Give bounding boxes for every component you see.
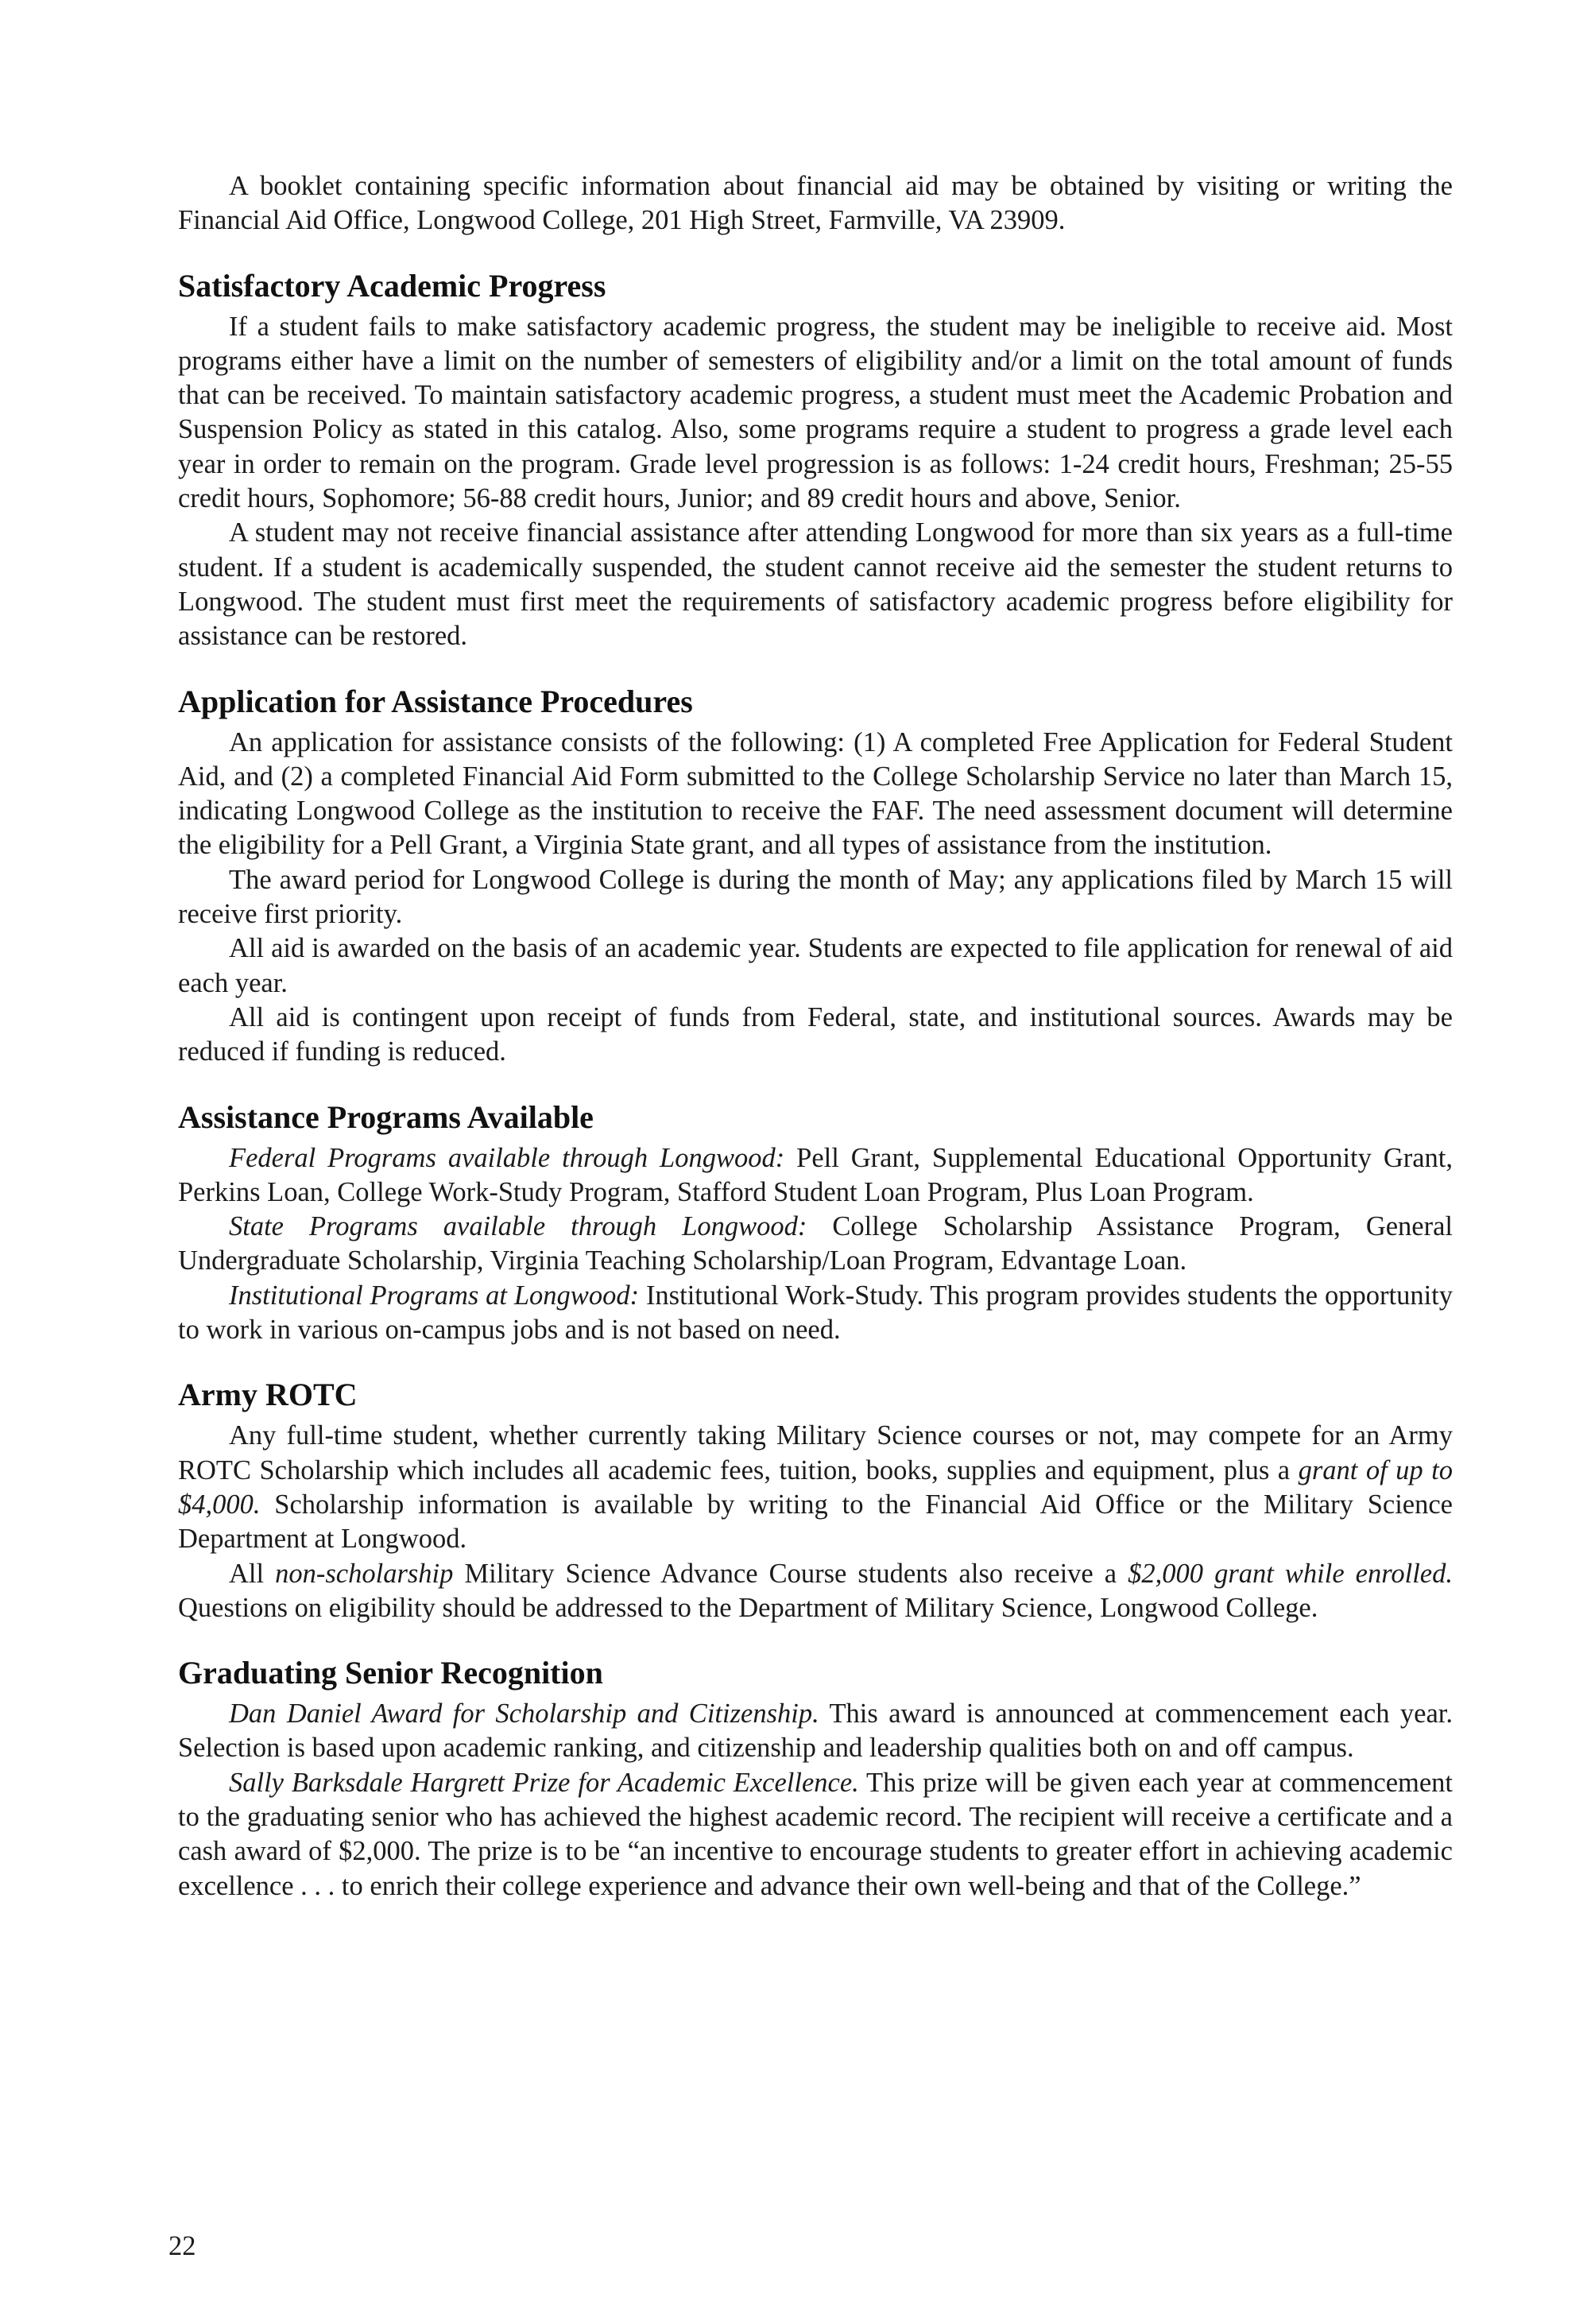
section-assistance-programs	[178, 1098, 1453, 1348]
paragraph: A student may not receive financial assistance after attending Longwood for more than six years as a full-time student. If a student is academically suspended, the student cannot receive aid the semester the student returns to Longwood. The student must first meet the requirements of satisfactory academic progress before eligibility for assistance can be restored.	[178, 517, 1453, 652]
intro-paragraph: A booklet containing specific information about financial aid may be obtained by visiting or writing the Financial Aid Office, Longwood College, 201 High Street, Farmville, VA 23909.	[178, 171, 1453, 236]
state-programs-paragraph	[178, 1210, 1453, 1279]
page-content	[178, 169, 1453, 1904]
federal-programs-paragraph	[178, 1141, 1453, 1210]
state-programs-text: College Scholarship Assistance Program, General Undergraduate Scholarship, Virginia Teaching Scholarship/Loan Program, Edvantage Loan.	[178, 1211, 1453, 1276]
text-run: This award is announced at commencement each year. Selection is based upon academic ranking, and citizenship and leadership qualities both on and off campus.	[178, 1698, 1453, 1764]
section-heading: Army ROTC	[178, 1377, 358, 1413]
section-satisfactory-academic-progress	[178, 267, 1453, 654]
section-heading: Graduating Senior Recognition	[178, 1655, 603, 1691]
section-army-rotc	[178, 1376, 1453, 1625]
institutional-programs-label: Institutional Programs at Longwood:	[229, 1280, 640, 1311]
section-heading: Satisfactory Academic Progress	[178, 267, 606, 304]
paragraph: If a student fails to make satisfactory academic progress, the student may be ineligible to receive aid. Most programs either have a limit on the number of semesters of eligibility and/or a limit on the total amount of funds that can be received. To maintain satisfactory academic progress, a student must meet the Academic Probation and Suspension Policy as stated in this catalog. Also, some programs require a student to progress a grade level each year in order to remain on the program. Grade level progression is as follows: 1-24 credit hours, Freshman; 25-55 credit hours, Sophomore; 56-88 credit hours, Junior; and 89 credit hours and above, Senior.	[178, 311, 1453, 514]
text-run: This prize will be given each year at commencement to the graduating senior who has achieved the highest academic record. The recipient will receive a certificate and a cash award of $2,000. The prize is to be “an incentive to encourage students to greater effort in achieving academic excellence . . . to enrich their college experience and advance their own well-being and that of the College.”	[178, 1767, 1454, 1901]
paragraph	[178, 1419, 1453, 1556]
text-run: Scholarship information is available by writing to the Financial Aid Office or the Military Science Department at Longwood.	[178, 1489, 1453, 1555]
text-run: Military Science Advance Course students also receive a	[453, 1558, 1128, 1589]
paragraph	[178, 1766, 1453, 1904]
award-title: Dan Daniel Award for Scholarship and Citizenship.	[229, 1698, 819, 1729]
institutional-programs-text: Institutional Work-Study. This program provides students the opportunity to work in various on-campus jobs and is not based on need.	[178, 1280, 1453, 1346]
institutional-programs-paragraph	[178, 1279, 1453, 1348]
paragraph: An application for assistance consists of the following: (1) A completed Free Application for Federal Student Aid, and (2) a completed Financial Aid Form submitted to the College Scholarship Service no later than March 15, indicating Longwood College as the institution to receive the FAF. The need assessment document will determine the eligibility for a Pell Grant, a Virginia State grant, and all types of assistance from the institution.	[178, 726, 1453, 861]
section-graduating-senior-recognition	[178, 1654, 1453, 1904]
paragraph: All aid is contingent upon receipt of funds from Federal, state, and institutional sources. Awards may be reduced if funding is reduced.	[178, 1001, 1453, 1067]
section-application-procedures	[178, 683, 1453, 1070]
paragraph	[178, 1697, 1453, 1766]
section-heading: Assistance Programs Available	[178, 1098, 594, 1135]
text-run: All	[229, 1558, 276, 1589]
federal-programs-label: Federal Programs available through Longwood:	[229, 1142, 785, 1173]
section-heading: Application for Assistance Procedures	[178, 683, 693, 719]
page-number: 22	[168, 2231, 196, 2261]
federal-programs-text: Pell Grant, Supplemental Educational Opportunity Grant, Perkins Loan, College Work-Study Program, Stafford Student Loan Program, Plus Loan Program.	[178, 1142, 1453, 1207]
paragraph	[178, 1557, 1453, 1626]
state-programs-label: State Programs available through Longwood:	[229, 1211, 807, 1242]
text-run: Questions on eligibility should be addressed to the Department of Military Science, Longwood College.	[178, 1592, 1318, 1623]
emphasis-grant-enrolled: $2,000 grant while enrolled.	[1128, 1558, 1453, 1589]
paragraph: All aid is awarded on the basis of an academic year. Students are expected to file application for renewal of aid each year.	[178, 933, 1453, 998]
emphasis-grant: grant of up to $4,000.	[178, 1454, 1453, 1520]
emphasis-non-scholarship: non-scholarship	[275, 1558, 454, 1589]
text-run: Any full-time student, whether currently taking Military Science courses or not, may compete for an Army ROTC Scholarship which includes all academic fees, tuition, books, supplies and equipment, plus a	[178, 1420, 1453, 1485]
prize-title: Sally Barksdale Hargrett Prize for Academic Excellence.	[229, 1767, 859, 1798]
paragraph: The award period for Longwood College is during the month of May; any applications filed by March 15 will receive first priority.	[178, 864, 1453, 930]
